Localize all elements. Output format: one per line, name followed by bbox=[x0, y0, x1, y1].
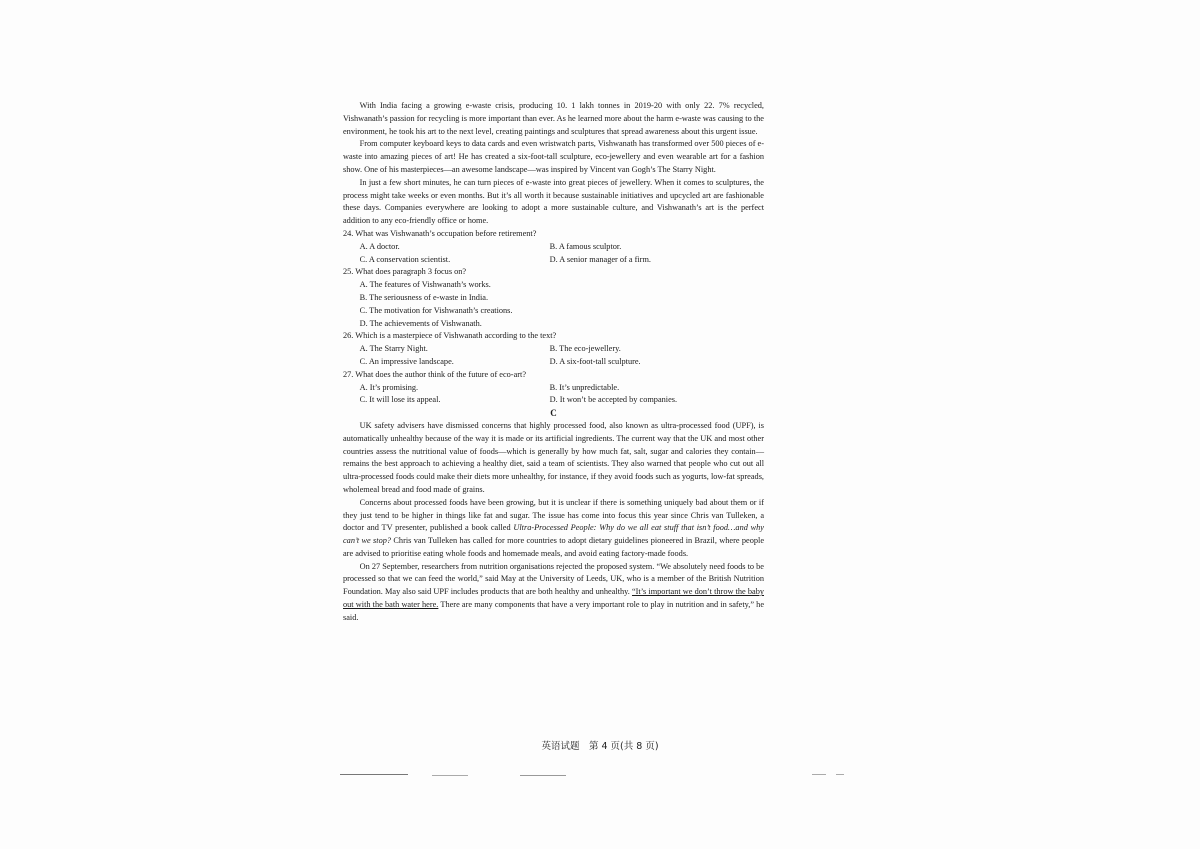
question-26-options-row-2 bbox=[343, 356, 764, 369]
question-26-option-d: D. A six-foot-tall sculpture. bbox=[549, 356, 641, 366]
question-27-option-d: D. It won’t be accepted by companies. bbox=[549, 395, 678, 405]
question-24-options-row-2 bbox=[343, 254, 764, 267]
question-24-option-b: B. A famous sculptor. bbox=[549, 241, 622, 251]
question-27-options-row-1 bbox=[343, 382, 764, 395]
passage-c-paragraph-2-end: Chris van Tulleken has called for more countries to adopt dietary guidelines pioneered in Brazil, where people are advised to prioritise eating whole foods and homemade meals, and avoid eating factory-made foods. bbox=[343, 536, 765, 558]
page-footer: 英语试题 第 4 页(共 8 页) bbox=[541, 741, 659, 752]
passage-b-paragraph-3: In just a few short minutes, he can turn pieces of e-waste into great pieces of jewellery. When it comes to sculptures, the process might take weeks or even months. But it’s all worth it because sustainable initiatives and upcycled art are fashionable these days. Companies everywhere are looking to adopt a more sustainable culture, and Vishwanath’s art is the perfect addition to any eco-friendly office or home. bbox=[343, 177, 764, 226]
scan-artifact-line bbox=[432, 775, 468, 776]
scan-artifact-line bbox=[812, 774, 826, 775]
passage-c-paragraph-3 bbox=[343, 561, 764, 625]
question-26-options-row-1 bbox=[343, 343, 764, 356]
question-26-option-c: C. An impressive landscape. bbox=[359, 356, 454, 366]
question-27-option-b: B. It’s unpredictable. bbox=[549, 382, 620, 392]
question-25-stem: 25. What does paragraph 3 focus on? bbox=[343, 267, 467, 277]
question-27-options-row-2 bbox=[343, 394, 764, 407]
question-24-option-a: A. A doctor. bbox=[359, 241, 400, 251]
question-25-option-d: D. The achievements of Vishwanath. bbox=[359, 318, 482, 328]
question-26-option-a: A. The Starry Night. bbox=[359, 344, 428, 354]
passage-c-paragraph-2-start: Concerns about processed foods have been growing, but it is unclear if there is something uniquely bad about them or if they just tend to be higher in things like fat and sugar. The issue has come into focus this year since Chris van Tulleken, a doctor and TV presenter, published a book called bbox=[343, 497, 764, 533]
scan-artifact-line bbox=[836, 774, 844, 775]
question-25-option-b: B. The seriousness of e-waste in India. bbox=[359, 292, 489, 302]
question-27-option-c: C. It will lose its appeal. bbox=[359, 395, 441, 405]
section-c-heading: C bbox=[550, 408, 557, 419]
scan-artifact-line bbox=[340, 774, 408, 775]
passage-b-paragraph-2 bbox=[343, 138, 764, 176]
question-24-stem: 24. What was Vishwanath’s occupation before retirement? bbox=[343, 228, 537, 238]
question-26-option-b: B. The eco-jewellery. bbox=[549, 344, 621, 354]
scan-artifact-line bbox=[520, 775, 566, 776]
question-24-option-d: D. A senior manager of a firm. bbox=[549, 254, 651, 264]
passage-c-paragraph-3-end: There are many components that have a very important role to play in nutrition and in safety,” he said. bbox=[343, 600, 765, 622]
question-27-stem: 27. What does the author think of the future of eco-art? bbox=[343, 369, 527, 379]
passage-b-paragraph-2-text: From computer keyboard keys to data cards and even wristwatch parts, Vishwanath has transformed over 500 pieces of e-waste into amazing pieces of art! He has created a six-foot-tall sculpture, eco-jewellery and even wearable art for a fashion show. One of his masterpieces—an awesome landscape—was inspired by Vincent van Gogh’s The Starry Night. bbox=[343, 139, 764, 174]
passage-b-paragraph-1: With India facing a growing e-waste crisis, producing 10. 1 lakh tonnes in 2019-20 with only 22. 7% recycled, Vishwanath’s passion for recycling is more important than ever. As he learned more about the harm e-waste was causing to the environment, he took his art to the next level, creating paintings and sculptures that spread awareness about this urgent issue. bbox=[343, 101, 764, 136]
passage-c-paragraph-3-start: On 27 September, researchers from nutrition organisations rejected the proposed system. “We absolutely need foods to be processed so that we can feed the world,” said May at the University of Leeds, UK, who is a member of the British Nutrition Foundation. May also said UPF includes products that are both healthy and unhealthy. bbox=[343, 561, 764, 597]
question-26-stem: 26. Which is a masterpiece of Vishwanath according to the text? bbox=[343, 331, 557, 341]
underlined-quote: “It’s important we don’t throw the baby out with the bath water here. bbox=[343, 587, 764, 610]
question-24-options-row-1 bbox=[343, 241, 764, 254]
question-24-option-c: C. A conservation scientist. bbox=[359, 254, 451, 264]
passage-c-paragraph-2 bbox=[343, 497, 764, 561]
page-content bbox=[343, 100, 764, 625]
passage-c-paragraph-1: UK safety advisers have dismissed concerns that highly processed food, also known as ultra-processed food (UPF), is automatically unhealthy because of the way it is made or its artificial ingredients. The current way that the UK and most other countries assess the nutritional value of foods—which is generally by how much fat, salt, sugar and calories they contain—remains the best approach to achieving a healthy diet, said a team of scientists. They also warned that people who cut out all ultra-processed foods could make their diets more unhealthy, for instance, if they avoid foods such as yogurts, low-fat spreads, wholemeal bread and food made of grains. bbox=[343, 420, 764, 494]
question-27-option-a: A. It’s promising. bbox=[359, 382, 419, 392]
book-title: Ultra-Processed People: Why do we all eat stuff that isn’t food…and why can’t we stop? bbox=[343, 523, 764, 546]
question-25-option-a: A. The features of Vishwanath’s works. bbox=[359, 280, 491, 290]
question-25-option-c: C. The motivation for Vishwanath’s creations. bbox=[359, 305, 513, 315]
